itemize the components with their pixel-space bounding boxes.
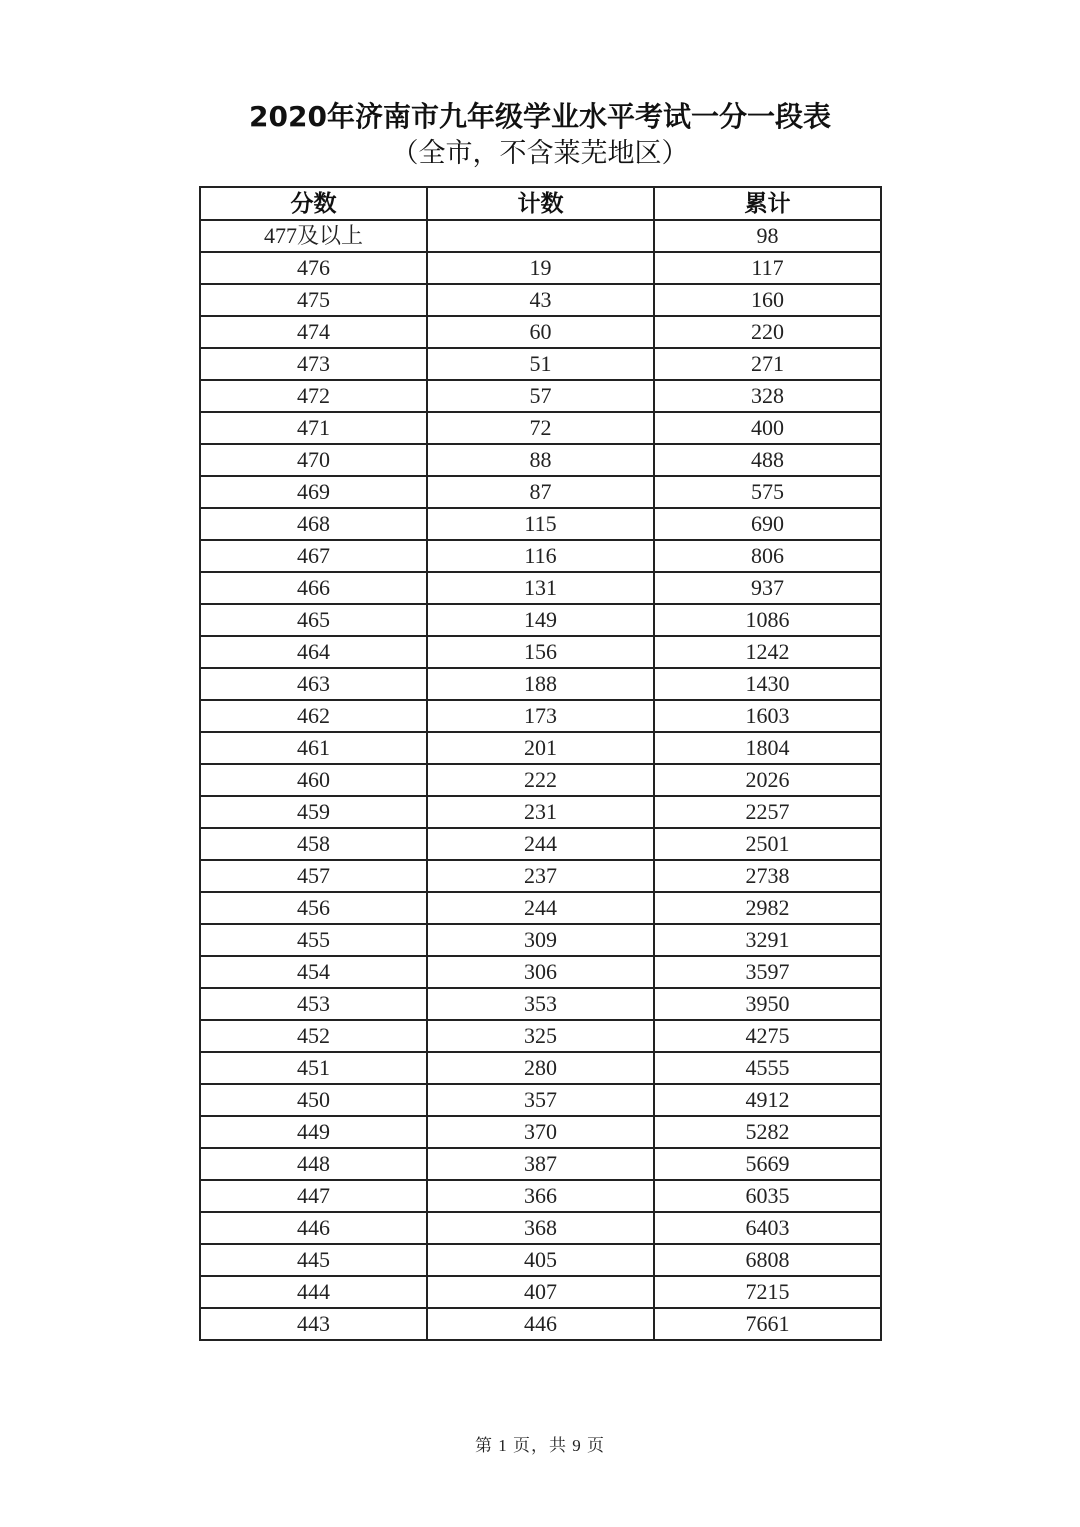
cell-count: 131 [427,572,654,604]
score-distribution-table [199,186,882,1341]
cell-score: 448 [200,1148,427,1180]
table-row [200,380,881,412]
table-row [200,1052,881,1084]
cell-count [427,220,654,252]
table-row [200,1180,881,1212]
cell-cumulative: 6403 [654,1212,881,1244]
cell-count: 116 [427,540,654,572]
cell-score: 445 [200,1244,427,1276]
cell-count: 244 [427,828,654,860]
cell-cumulative: 2501 [654,828,881,860]
cell-cumulative: 5669 [654,1148,881,1180]
cell-score: 451 [200,1052,427,1084]
cell-score: 475 [200,284,427,316]
table-row [200,604,881,636]
table-row [200,444,881,476]
cell-count: 43 [427,284,654,316]
cell-count: 366 [427,1180,654,1212]
cell-cumulative: 1086 [654,604,881,636]
table-row [200,956,881,988]
cell-cumulative: 6035 [654,1180,881,1212]
document-title: 2020年济南市九年级学业水平考试一分一段表 [249,100,831,133]
cell-count: 306 [427,956,654,988]
table-row [200,508,881,540]
cell-count: 370 [427,1116,654,1148]
cell-score: 459 [200,796,427,828]
cell-cumulative: 271 [654,348,881,380]
cell-cumulative: 400 [654,412,881,444]
cell-cumulative: 2257 [654,796,881,828]
cell-count: 19 [427,252,654,284]
header-cumulative: 累计 [654,187,881,220]
table-row [200,540,881,572]
cell-cumulative: 3291 [654,924,881,956]
table-row [200,668,881,700]
table-row [200,764,881,796]
table-row [200,828,881,860]
cell-count: 87 [427,476,654,508]
cell-score: 470 [200,444,427,476]
page-footer: 第 1 页，共 9 页 [475,1436,605,1455]
cell-cumulative: 4912 [654,1084,881,1116]
cell-score: 450 [200,1084,427,1116]
cell-score: 457 [200,860,427,892]
cell-cumulative: 7661 [654,1308,881,1340]
cell-count: 173 [427,700,654,732]
cell-score: 471 [200,412,427,444]
cell-score: 463 [200,668,427,700]
cell-count: 405 [427,1244,654,1276]
cell-count: 446 [427,1308,654,1340]
cell-cumulative: 488 [654,444,881,476]
cell-count: 325 [427,1020,654,1052]
cell-cumulative: 5282 [654,1116,881,1148]
table-row [200,796,881,828]
table-row [200,988,881,1020]
cell-count: 57 [427,380,654,412]
cell-cumulative: 4275 [654,1020,881,1052]
cell-cumulative: 7215 [654,1276,881,1308]
table-row [200,252,881,284]
cell-score: 473 [200,348,427,380]
cell-score: 452 [200,1020,427,1052]
table-row [200,924,881,956]
cell-score: 468 [200,508,427,540]
cell-score: 446 [200,1212,427,1244]
table-row [200,316,881,348]
cell-score: 476 [200,252,427,284]
cell-score: 455 [200,924,427,956]
cell-count: 60 [427,316,654,348]
cell-count: 353 [427,988,654,1020]
cell-cumulative: 575 [654,476,881,508]
cell-count: 156 [427,636,654,668]
cell-count: 231 [427,796,654,828]
cell-score: 466 [200,572,427,604]
cell-count: 244 [427,892,654,924]
cell-count: 72 [427,412,654,444]
cell-cumulative: 690 [654,508,881,540]
cell-score: 464 [200,636,427,668]
header-count: 计数 [427,187,654,220]
cell-cumulative: 3950 [654,988,881,1020]
table-row [200,892,881,924]
cell-cumulative: 160 [654,284,881,316]
table-row [200,1276,881,1308]
table-row [200,220,881,252]
cell-score: 443 [200,1308,427,1340]
table-row [200,284,881,316]
cell-count: 368 [427,1212,654,1244]
table-row [200,860,881,892]
cell-score: 477及以上 [200,220,427,252]
table-row [200,572,881,604]
document-subtitle: （全市，不含莱芜地区） [391,138,689,169]
table-row [200,732,881,764]
cell-cumulative: 1430 [654,668,881,700]
table-row [200,1212,881,1244]
table-row [200,1116,881,1148]
cell-score: 460 [200,764,427,796]
cell-cumulative: 117 [654,252,881,284]
cell-count: 201 [427,732,654,764]
cell-count: 51 [427,348,654,380]
table-body [200,220,881,1340]
cell-score: 447 [200,1180,427,1212]
cell-count: 357 [427,1084,654,1116]
cell-score: 469 [200,476,427,508]
cell-cumulative: 2026 [654,764,881,796]
table-row [200,412,881,444]
cell-cumulative: 4555 [654,1052,881,1084]
cell-count: 188 [427,668,654,700]
table-header-row [200,187,881,220]
cell-score: 449 [200,1116,427,1148]
cell-score: 453 [200,988,427,1020]
table-row [200,636,881,668]
cell-cumulative: 98 [654,220,881,252]
cell-score: 454 [200,956,427,988]
cell-score: 467 [200,540,427,572]
cell-score: 456 [200,892,427,924]
cell-cumulative: 2738 [654,860,881,892]
cell-count: 149 [427,604,654,636]
cell-cumulative: 1603 [654,700,881,732]
cell-count: 407 [427,1276,654,1308]
cell-cumulative: 1804 [654,732,881,764]
table-row [200,1244,881,1276]
cell-cumulative: 937 [654,572,881,604]
table-row [200,1020,881,1052]
cell-count: 88 [427,444,654,476]
cell-count: 387 [427,1148,654,1180]
table-row [200,1084,881,1116]
cell-cumulative: 328 [654,380,881,412]
cell-score: 472 [200,380,427,412]
cell-count: 237 [427,860,654,892]
cell-count: 115 [427,508,654,540]
header-score: 分数 [200,187,427,220]
cell-score: 474 [200,316,427,348]
cell-cumulative: 1242 [654,636,881,668]
table-row [200,476,881,508]
cell-score: 462 [200,700,427,732]
table-row [200,348,881,380]
cell-cumulative: 6808 [654,1244,881,1276]
cell-score: 458 [200,828,427,860]
cell-count: 309 [427,924,654,956]
table-row [200,1148,881,1180]
cell-cumulative: 220 [654,316,881,348]
table-row [200,700,881,732]
cell-score: 444 [200,1276,427,1308]
cell-cumulative: 2982 [654,892,881,924]
cell-score: 465 [200,604,427,636]
cell-count: 222 [427,764,654,796]
table-row [200,1308,881,1340]
cell-cumulative: 3597 [654,956,881,988]
cell-score: 461 [200,732,427,764]
cell-count: 280 [427,1052,654,1084]
cell-cumulative: 806 [654,540,881,572]
